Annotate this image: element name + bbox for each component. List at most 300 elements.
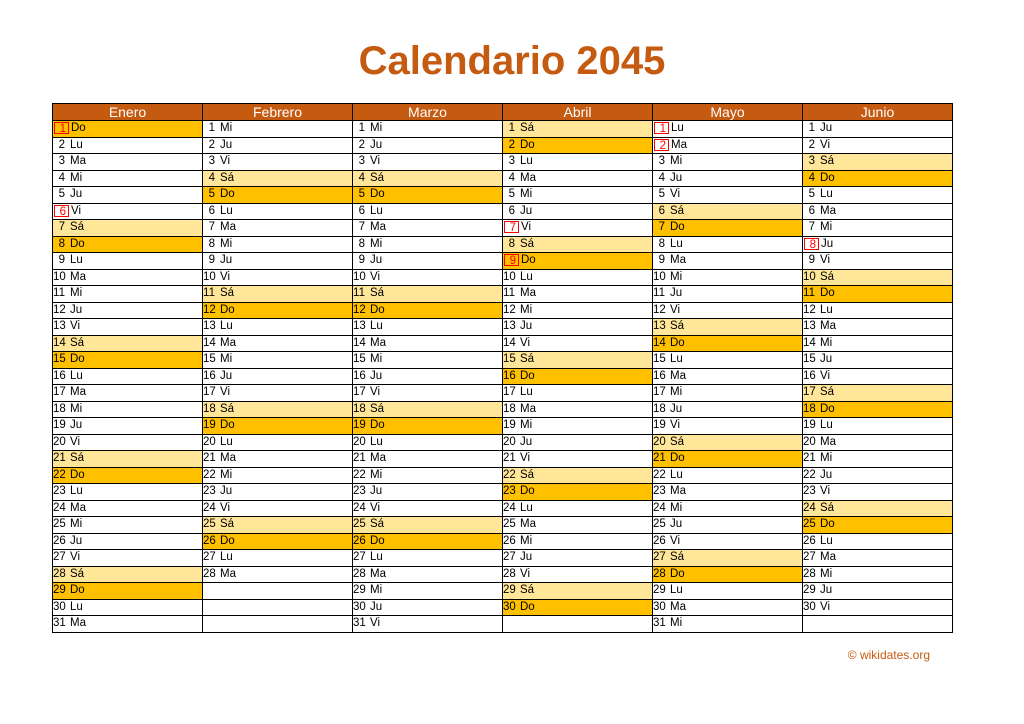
day-cell — [803, 236, 953, 253]
day-cell — [503, 121, 653, 138]
weekday-label: Lu — [70, 600, 83, 613]
day-number: 20 — [503, 435, 516, 448]
day-cell — [53, 583, 203, 600]
day-cell — [353, 451, 503, 468]
weekday-label: Mi — [820, 221, 833, 234]
weekday-label: Mi — [70, 402, 83, 415]
day-cell — [653, 170, 803, 187]
day-number: 16 — [803, 369, 816, 382]
weekday-label: Ma — [370, 221, 386, 234]
day-number: 8 — [358, 237, 365, 250]
day-number: 10 — [53, 270, 66, 283]
day-number: 12 — [353, 303, 366, 316]
day-cell — [53, 286, 203, 303]
day-number: 16 — [653, 369, 666, 382]
day-cell — [353, 236, 503, 253]
day-cell — [503, 269, 653, 286]
weekday-label: Ma — [70, 501, 86, 514]
weekday-label: Sá — [370, 402, 385, 415]
weekday-label: Mi — [670, 386, 683, 399]
day-cell — [53, 236, 203, 253]
day-number: 2 — [208, 138, 215, 151]
weekday-label: Ju — [370, 485, 383, 498]
weekday-label: Sá — [520, 468, 535, 481]
weekday-label: Vi — [520, 452, 531, 465]
day-row — [53, 368, 953, 385]
day-row — [53, 319, 953, 336]
weekday-label: Ma — [670, 600, 686, 613]
weekday-label: Mi — [220, 353, 233, 366]
weekday-label: Ju — [70, 303, 83, 316]
day-cell — [803, 550, 953, 567]
day-row — [53, 335, 953, 352]
weekday-label: Do — [520, 138, 535, 151]
weekday-label: Vi — [820, 369, 831, 382]
day-cell — [503, 500, 653, 517]
day-number: 8 — [58, 237, 65, 250]
month-header: Junio — [803, 104, 953, 121]
day-number: 20 — [653, 435, 666, 448]
day-cell — [53, 302, 203, 319]
day-number: 31 — [353, 617, 366, 630]
day-cell — [503, 401, 653, 418]
day-cell — [803, 302, 953, 319]
weekday-label: Mi — [820, 336, 833, 349]
day-cell — [803, 154, 953, 171]
month-header-row — [53, 104, 953, 121]
day-row — [53, 500, 953, 517]
day-cell — [503, 352, 653, 369]
weekday-label: Lu — [520, 270, 533, 283]
weekday-label: Do — [370, 303, 385, 316]
day-number: 27 — [653, 551, 666, 564]
weekday-label: Ju — [220, 485, 233, 498]
day-cell — [203, 253, 353, 270]
day-cell — [353, 352, 503, 369]
weekday-label: Sá — [670, 204, 685, 217]
weekday-label: Vi — [220, 386, 231, 399]
day-number: 19 — [803, 419, 816, 432]
weekday-label: Sá — [520, 122, 535, 135]
day-number: 20 — [353, 435, 366, 448]
weekday-label: Vi — [670, 534, 681, 547]
weekday-label: Ma — [520, 402, 536, 415]
day-cell — [653, 550, 803, 567]
weekday-label: Vi — [370, 386, 381, 399]
day-number: 1 — [654, 122, 669, 134]
day-number: 5 — [808, 188, 815, 201]
day-number: 17 — [653, 386, 666, 399]
weekday-label: Ma — [220, 567, 236, 580]
weekday-label: Sá — [220, 287, 235, 300]
weekday-label: Do — [521, 254, 536, 267]
page-title: Calendario 2045 — [358, 39, 666, 83]
weekday-label: Ju — [821, 237, 834, 250]
day-number: 21 — [803, 452, 816, 465]
day-number: 17 — [503, 386, 516, 399]
day-cell — [653, 137, 803, 154]
weekday-label: Ju — [220, 369, 233, 382]
day-cell — [503, 599, 653, 616]
day-row — [53, 517, 953, 534]
day-number: 17 — [353, 386, 366, 399]
day-number: 26 — [803, 534, 816, 547]
day-number: 16 — [203, 369, 216, 382]
day-cell — [803, 286, 953, 303]
day-number: 14 — [653, 336, 666, 349]
day-cell — [53, 253, 203, 270]
day-cell — [653, 517, 803, 534]
day-cell — [53, 352, 203, 369]
day-number: 10 — [503, 270, 516, 283]
weekday-label: Sá — [70, 567, 85, 580]
day-cell — [503, 418, 653, 435]
day-number: 27 — [353, 551, 366, 564]
weekday-label: Do — [370, 188, 385, 201]
weekday-label: Sá — [820, 155, 835, 168]
day-number: 3 — [208, 155, 215, 168]
day-cell — [653, 484, 803, 501]
weekday-label: Sá — [670, 320, 685, 333]
weekday-label: Lu — [70, 254, 83, 267]
day-cell — [803, 434, 953, 451]
day-number: 11 — [653, 287, 665, 300]
day-number: 24 — [53, 501, 66, 514]
weekday-label: Sá — [520, 353, 535, 366]
day-cell — [203, 236, 353, 253]
weekday-label: Do — [670, 221, 685, 234]
weekday-label: Vi — [220, 270, 231, 283]
day-cell — [353, 253, 503, 270]
day-row — [53, 286, 953, 303]
weekday-label: Ju — [70, 419, 83, 432]
day-cell — [503, 170, 653, 187]
day-number: 7 — [504, 221, 519, 233]
weekday-label: Ju — [820, 468, 833, 481]
day-number: 24 — [653, 501, 666, 514]
day-cell — [203, 533, 353, 550]
day-number: 17 — [53, 386, 66, 399]
day-number: 23 — [53, 485, 66, 498]
day-number: 15 — [803, 353, 816, 366]
day-cell — [53, 319, 203, 336]
day-number: 23 — [353, 485, 366, 498]
day-number: 22 — [503, 468, 516, 481]
day-cell — [803, 451, 953, 468]
day-number: 25 — [653, 518, 666, 531]
day-cell — [503, 137, 653, 154]
day-cell — [653, 500, 803, 517]
day-cell — [653, 302, 803, 319]
day-number: 23 — [803, 485, 816, 498]
day-number: 1 — [54, 122, 69, 134]
weekday-label: Vi — [670, 303, 681, 316]
day-cell — [503, 484, 653, 501]
day-cell — [803, 467, 953, 484]
day-number: 7 — [58, 221, 65, 234]
day-cell — [53, 484, 203, 501]
day-cell — [353, 467, 503, 484]
day-number: 14 — [353, 336, 366, 349]
day-cell — [203, 418, 353, 435]
day-number: 24 — [503, 501, 516, 514]
day-cell — [203, 137, 353, 154]
day-cell — [653, 385, 803, 402]
day-number: 10 — [203, 270, 216, 283]
day-cell — [353, 170, 503, 187]
day-row — [53, 236, 953, 253]
day-number: 5 — [658, 188, 665, 201]
day-number: 26 — [653, 534, 666, 547]
weekday-label: Sá — [670, 435, 685, 448]
weekday-label: Mi — [220, 122, 233, 135]
day-number: 5 — [58, 188, 65, 201]
day-number: 21 — [53, 452, 66, 465]
day-number: 10 — [803, 270, 816, 283]
weekday-label: Mi — [220, 468, 233, 481]
day-cell — [353, 154, 503, 171]
weekday-label: Mi — [70, 518, 83, 531]
day-row — [53, 170, 953, 187]
weekday-label: Lu — [520, 501, 533, 514]
day-number: 13 — [203, 320, 216, 333]
day-cell — [503, 533, 653, 550]
weekday-label: Sá — [820, 270, 835, 283]
day-number: 20 — [203, 435, 216, 448]
day-cell — [53, 517, 203, 534]
day-number: 1 — [208, 122, 215, 135]
day-number: 7 — [358, 221, 365, 234]
day-cell — [53, 154, 203, 171]
month-header: Febrero — [203, 104, 353, 121]
day-number: 22 — [203, 468, 216, 481]
weekday-label: Lu — [670, 584, 683, 597]
weekday-label: Ma — [70, 386, 86, 399]
day-number: 12 — [503, 303, 516, 316]
day-row — [53, 451, 953, 468]
day-cell — [803, 566, 953, 583]
day-number: 24 — [203, 501, 216, 514]
day-cell — [503, 236, 653, 253]
day-number: 4 — [808, 171, 815, 184]
day-number: 21 — [503, 452, 516, 465]
weekday-label: Sá — [520, 584, 535, 597]
day-number: 2 — [808, 138, 815, 151]
weekday-label: Ju — [370, 138, 383, 151]
day-cell — [353, 533, 503, 550]
weekday-label: Do — [70, 584, 85, 597]
day-cell — [203, 335, 353, 352]
weekday-label: Lu — [671, 122, 684, 135]
month-header: Mayo — [653, 104, 803, 121]
day-cell — [803, 533, 953, 550]
day-number: 25 — [503, 518, 516, 531]
day-number: 1 — [358, 122, 365, 135]
weekday-label: Do — [220, 419, 235, 432]
day-number: 15 — [203, 353, 216, 366]
day-cell — [353, 319, 503, 336]
weekday-label: Ma — [670, 485, 686, 498]
day-cell — [203, 385, 353, 402]
weekday-label: Ma — [70, 270, 86, 283]
weekday-label: Lu — [370, 551, 383, 564]
weekday-label: Sá — [820, 501, 835, 514]
day-number: 8 — [804, 238, 819, 250]
weekday-label: Ma — [70, 617, 86, 630]
weekday-label: Sá — [70, 336, 85, 349]
weekday-label: Lu — [520, 155, 533, 168]
day-cell — [653, 220, 803, 237]
day-number: 23 — [653, 485, 666, 498]
day-number: 9 — [358, 254, 365, 267]
day-number: 26 — [53, 534, 66, 547]
weekday-label: Vi — [70, 551, 81, 564]
day-cell — [803, 253, 953, 270]
day-number: 20 — [803, 435, 816, 448]
day-number: 29 — [803, 584, 816, 597]
weekday-label: Vi — [370, 501, 381, 514]
day-cell — [503, 335, 653, 352]
day-cell — [353, 269, 503, 286]
day-cell — [353, 121, 503, 138]
weekday-label: Vi — [71, 204, 82, 217]
day-number: 16 — [53, 369, 66, 382]
day-cell — [53, 385, 203, 402]
day-cell — [503, 253, 653, 270]
day-cell — [203, 500, 353, 517]
day-number: 4 — [508, 171, 515, 184]
day-cell — [653, 368, 803, 385]
weekday-label: Ju — [370, 600, 383, 613]
day-cell — [203, 484, 353, 501]
weekday-label: Do — [820, 287, 835, 300]
day-number: 14 — [203, 336, 216, 349]
day-cell — [203, 401, 353, 418]
day-number: 22 — [803, 468, 816, 481]
weekday-label: Mi — [820, 452, 833, 465]
day-number: 3 — [808, 155, 815, 168]
day-number: 15 — [653, 353, 666, 366]
day-cell — [53, 616, 203, 633]
weekday-label: Lu — [220, 435, 233, 448]
day-number: 30 — [653, 600, 666, 613]
day-number: 4 — [658, 171, 665, 184]
day-number: 31 — [653, 617, 666, 630]
day-row — [53, 220, 953, 237]
day-number: 31 — [53, 617, 66, 630]
day-cell — [653, 154, 803, 171]
day-cell — [353, 385, 503, 402]
weekday-label: Lu — [820, 188, 833, 201]
weekday-label: Lu — [820, 303, 833, 316]
day-number: 16 — [353, 369, 366, 382]
day-cell — [353, 187, 503, 204]
day-cell — [503, 550, 653, 567]
day-cell — [803, 170, 953, 187]
day-number: 24 — [803, 501, 816, 514]
day-number: 19 — [203, 419, 216, 432]
weekday-label: Sá — [70, 221, 85, 234]
weekday-label: Ma — [220, 336, 236, 349]
day-cell — [803, 418, 953, 435]
day-number: 6 — [658, 204, 665, 217]
weekday-label: Lu — [670, 468, 683, 481]
weekday-label: Mi — [520, 188, 533, 201]
day-row — [53, 434, 953, 451]
weekday-label: Mi — [820, 567, 833, 580]
day-cell — [203, 517, 353, 534]
weekday-label: Ma — [70, 155, 86, 168]
day-cell — [503, 187, 653, 204]
day-number: 3 — [58, 155, 65, 168]
day-cell — [803, 599, 953, 616]
day-row — [53, 566, 953, 583]
day-row — [53, 616, 953, 633]
weekday-label: Lu — [670, 353, 683, 366]
day-number: 25 — [203, 518, 216, 531]
weekday-label: Lu — [70, 138, 83, 151]
day-cell — [53, 533, 203, 550]
weekday-label: Mi — [670, 270, 683, 283]
day-cell — [803, 137, 953, 154]
day-cell — [503, 220, 653, 237]
weekday-label: Sá — [670, 551, 685, 564]
weekday-label: Ju — [670, 287, 683, 300]
day-row — [53, 484, 953, 501]
weekday-label: Vi — [820, 600, 831, 613]
day-cell — [653, 187, 803, 204]
weekday-label: Vi — [820, 485, 831, 498]
day-cell — [53, 335, 203, 352]
weekday-label: Do — [370, 534, 385, 547]
weekday-label: Mi — [670, 501, 683, 514]
weekday-label: Do — [220, 188, 235, 201]
day-cell — [353, 599, 503, 616]
day-cell — [53, 467, 203, 484]
day-cell — [53, 368, 203, 385]
weekday-label: Do — [220, 534, 235, 547]
day-cell — [503, 385, 653, 402]
weekday-label: Lu — [520, 386, 533, 399]
day-row — [53, 583, 953, 600]
day-row — [53, 401, 953, 418]
day-number: 7 — [658, 221, 665, 234]
day-number: 9 — [808, 254, 815, 267]
day-cell — [803, 385, 953, 402]
day-row — [53, 302, 953, 319]
day-row — [53, 533, 953, 550]
weekday-label: Ju — [220, 138, 233, 151]
day-number: 8 — [508, 237, 515, 250]
day-cell — [353, 137, 503, 154]
day-row — [53, 154, 953, 171]
day-cell — [353, 302, 503, 319]
day-number: 8 — [658, 237, 665, 250]
day-cell — [203, 121, 353, 138]
day-cell — [53, 269, 203, 286]
day-cell — [53, 599, 203, 616]
day-number: 30 — [803, 600, 816, 613]
day-number: 19 — [653, 419, 666, 432]
day-number: 23 — [203, 485, 216, 498]
day-number: 2 — [508, 138, 515, 151]
day-cell — [203, 154, 353, 171]
day-cell — [803, 500, 953, 517]
weekday-label: Do — [670, 452, 685, 465]
day-cell — [503, 566, 653, 583]
weekday-label: Ju — [520, 204, 533, 217]
day-cell — [653, 583, 803, 600]
